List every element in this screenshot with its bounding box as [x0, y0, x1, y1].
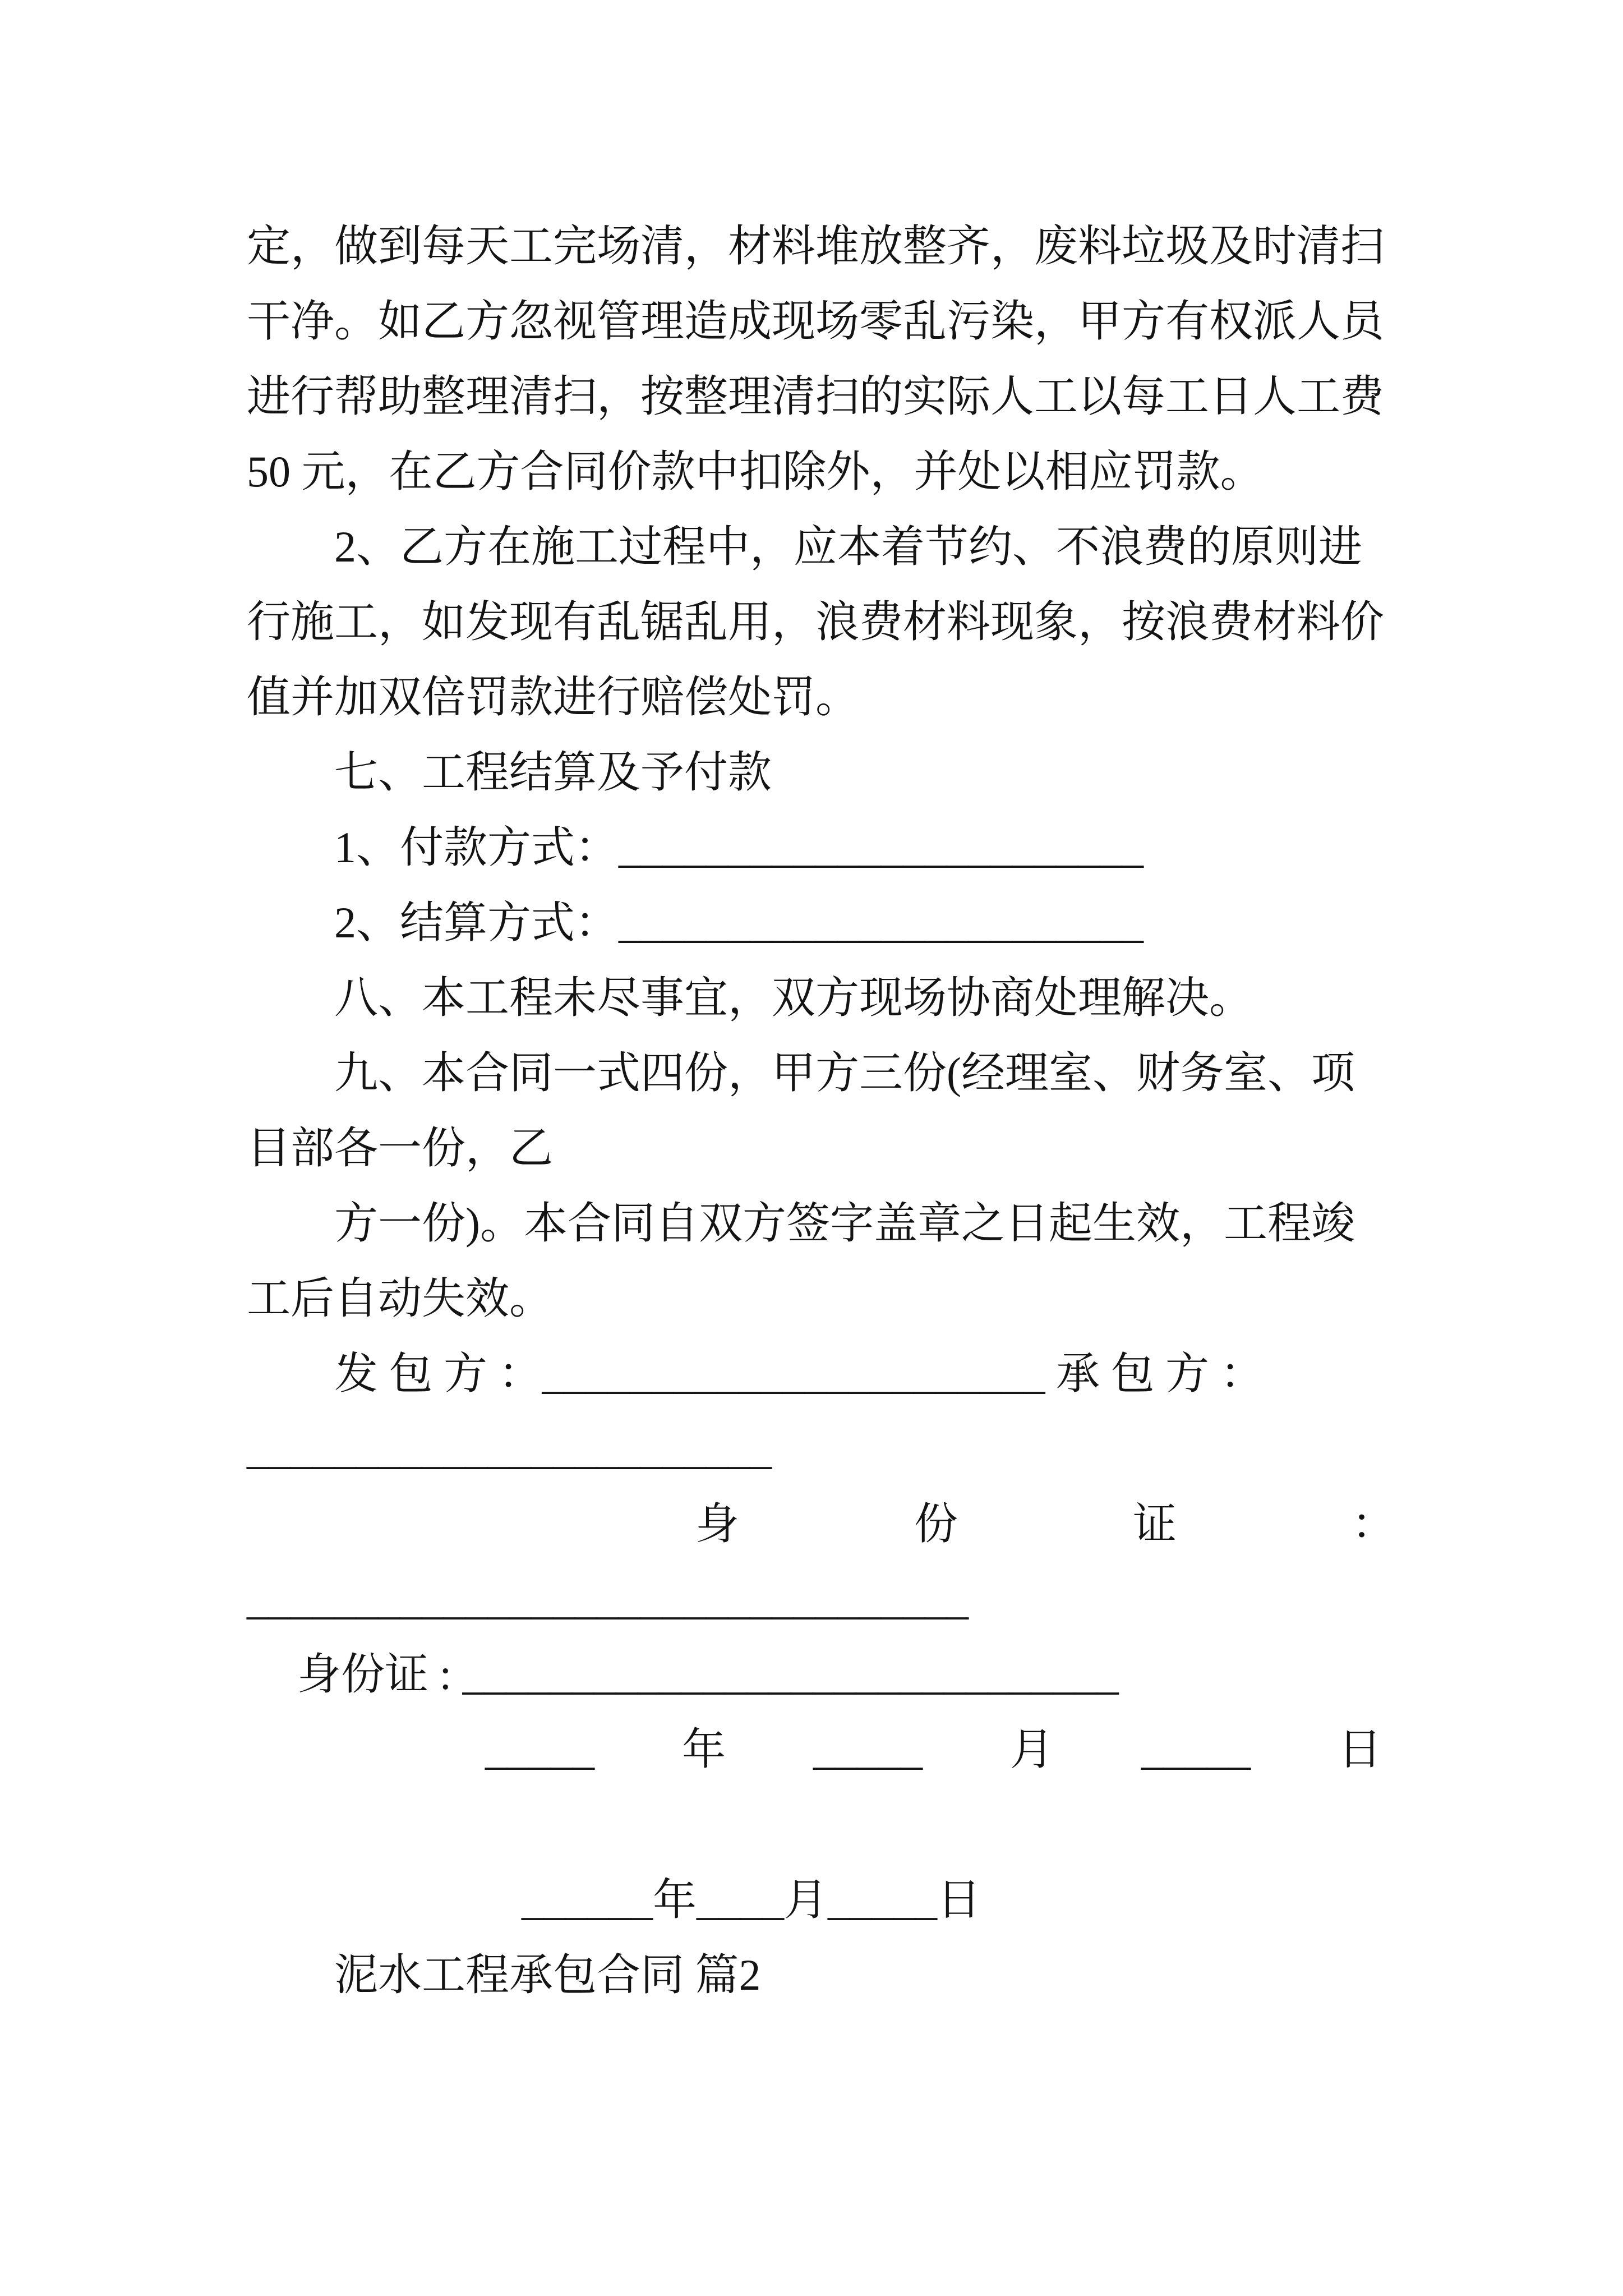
paragraph-line: 目部各一份，乙	[247, 1124, 554, 1172]
id-card-underline: _________________________________	[247, 1575, 969, 1623]
blank-line	[247, 1787, 1389, 1862]
paragraph-line: 定，做到每天工完场清，材料堆放整齐，废料垃圾及时清扫	[247, 222, 1385, 270]
party-signature-line: 发 包 方 ：_______________________ 承 包 方 ：	[334, 1349, 1264, 1398]
paragraph-line: 进行帮助整理清扫，按整理清扫的实际人工以每工日人工费	[247, 372, 1385, 421]
payment-method-line: 1、付款方式：________________________	[334, 823, 1144, 872]
settlement-method-line: 2、结算方式：________________________	[334, 898, 1144, 947]
id-card-spread-line: 身 份 证 ：	[695, 1499, 1396, 1548]
paragraph-line: 干净。如乙方忽视管理造成现场零乱污染，甲方有权派人员	[247, 297, 1385, 346]
date-line: _____ 年 _____ 月 _____ 日	[485, 1725, 1382, 1774]
clause-2-line: 2、乙方在施工过程中，应本着节约、不浪费的原则进	[334, 522, 1363, 571]
section-nine-line: 九、本合同一式四份，甲方三份(经理室、财务室、项	[334, 1048, 1355, 1097]
paragraph-line: 值并加双倍罚款进行赔偿处罚。	[247, 673, 860, 721]
signature-underline: ________________________	[247, 1424, 772, 1473]
paragraph-line: 50 元，在乙方合同价款中扣除外，并处以相应罚款。	[247, 447, 1264, 496]
paragraph-line: 工后自动失效。	[247, 1274, 554, 1323]
section-title-payment: 七、工程结算及予付款	[334, 748, 772, 797]
section-eight-line: 八、本工程未尽事宜，双方现场协商处理解决。	[334, 973, 1253, 1022]
date-line-2: ______年____月_____日	[522, 1875, 981, 1924]
paragraph-line: 方一份)。本合同自双方签字盖章之日起生效，工程竣	[334, 1199, 1355, 1248]
next-contract-title: 泥水工程承包合同 篇2	[334, 1950, 761, 1999]
id-card-line: 身份证 : ______________________________	[297, 1650, 1119, 1699]
paragraph-line: 行施工，如发现有乱锯乱用，浪费材料现象，按浪费材料价	[247, 597, 1385, 646]
